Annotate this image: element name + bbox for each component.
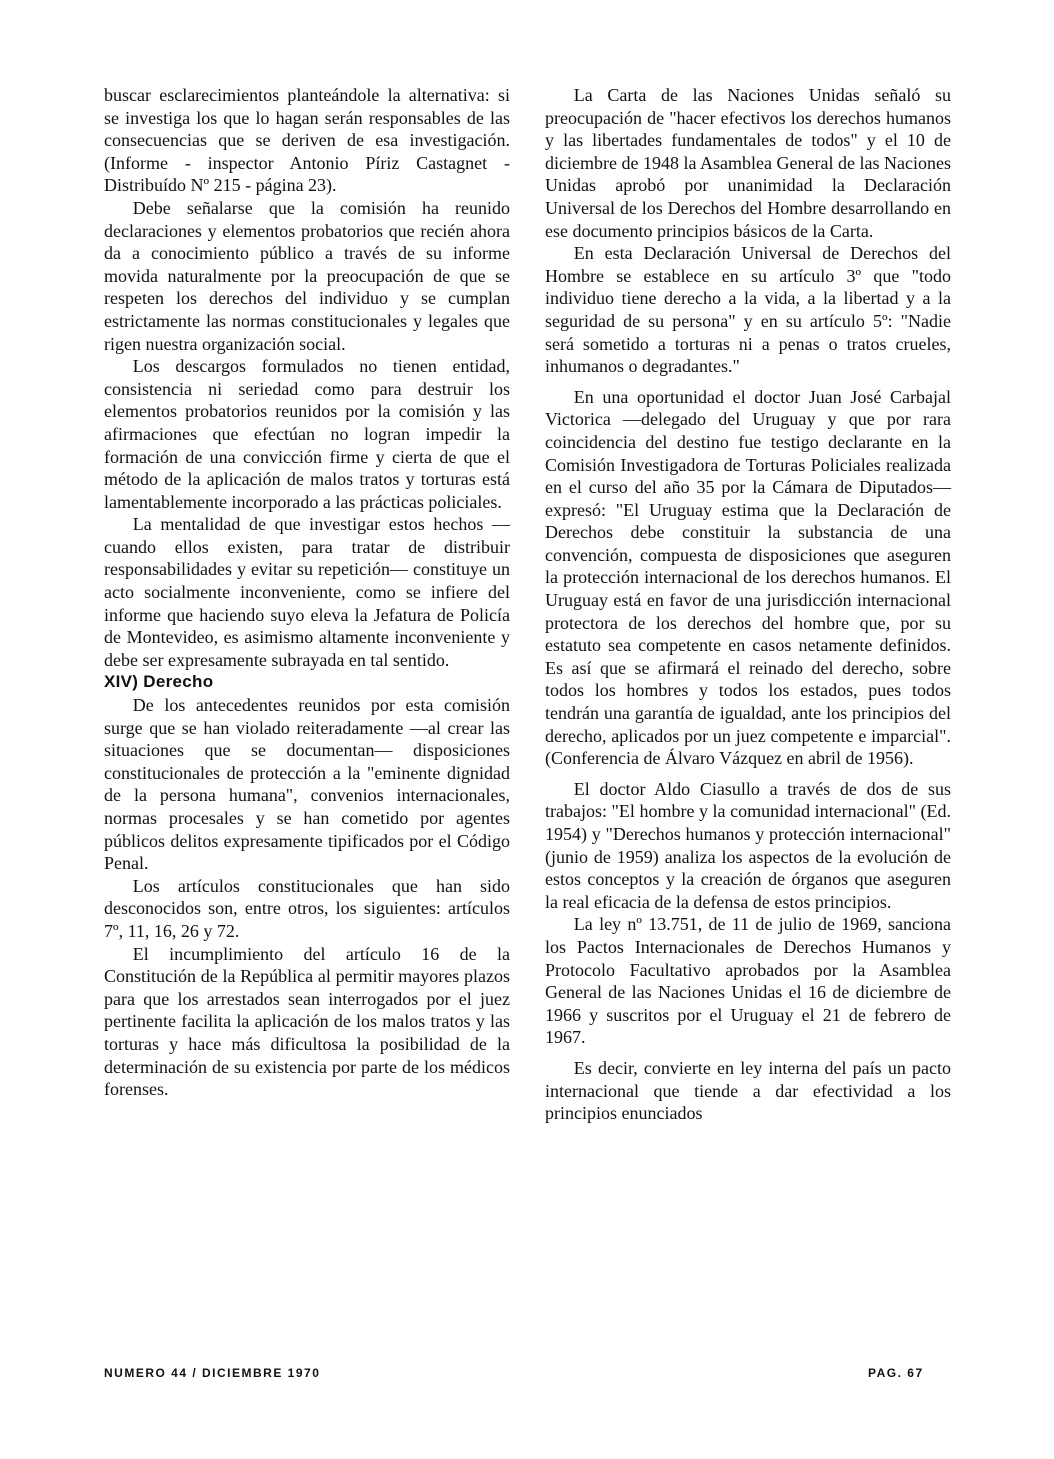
page-number: PAG. 67 [868,1366,924,1380]
right-column [545,84,951,1125]
paragraph: La Carta de las Naciones Unidas señaló su preocupación de "hacer efectivos los derechos humanos y las libertades fundamentales de todos" y el 10 de diciembre de 1948 la Asamblea General de las Naciones Unidas aprobó por unanimidad la Declaración Universal de los Derechos del Hombre desarrollando en ese documento principios básicos de la Carta. [545,85,951,241]
paragraph: Debe señalarse que la comisión ha reunido declaraciones y elementos probatorios que recién ahora da a conocimiento público a través de su informe movida naturalmente por la preocupación de que se respeten los derechos del individuo y se cumplan estrictamente las normas constitucionales y legales que rigen nuestra organización social. [104,197,510,354]
paragraph: buscar esclarecimientos planteándole la alternativa: si se investiga los que lo hagan serán responsables de las consecuencias que se deriven de esa investigación. (Informe - inspector Antonio Píriz Castagnet - Distribuído Nº 215 - página 23). [104,85,510,196]
paragraph: La mentalidad de que investigar estos hechos —cuando ellos existen, para tratar de distribuir responsabilidades y evitar su repetición— constituye un acto socialmente inconveniente, como se infiere del informe que haciendo suyo eleva la Jefatura de Policía de Montevideo, es asimismo altamente inconveniente y debe ser expresamente subrayada en tal sentido. [104,514,510,670]
paragraph: Los artículos constitucionales que han sido desconocidos son, entre otros, los siguientes: artículos 7º, 11, 16, 26 y 72. [104,875,510,941]
paragraph: Es decir, convierte en ley interna del país un pacto internacional que tiende a dar efectividad a los principios enunciados [545,1057,951,1124]
issue-footer: NUMERO 44 / DICIEMBRE 1970 [104,1366,321,1380]
paragraph: La ley nº 13.751, de 11 de julio de 1969, sanciona los Pactos Internacionales de Derechos Humanos y Protocolo Facultativo aprobados por la Asamblea General de las Naciones Unidas el 16 de diciembre de 1966 y suscritos por el Uruguay el 21 de febrero de 1967. [545,914,951,1048]
paragraph: En una oportunidad el doctor Juan José Carbajal Victorica —delegado del Uruguay y que por rara coincidencia del destino fue testigo declarante en la Comisión Investigadora de Torturas Policiales realizada en el curso del año 35 por la Cámara de Diputados— expresó: "El Uruguay estima que la Declaración de Derechos debe constituir la substancia de una convención, compuesta de disposiciones que aseguren la protección internacional de los derechos humanos. El Uruguay está en favor de una jurisdicción internacional protectora de los derechos del hombre que, por su estatuto sea competente en casos netamente definidos. Es así que se afirmará el reinado del derecho, sobre todos los hombres y todos los estados, pues todos tendrán una garantía de igualdad, ante los principios del derecho, aplicados por un juez competente e imparcial". (Conferencia de Álvaro Vázquez en abril de 1956). [545,386,951,769]
paragraph: De los antecedentes reunidos por esta comisión surge que se han violado reiteradamente —al crear las situaciones que se documentan— disposiciones constitucionales de protección a la "eminente dignidad de la persona humana", convenios internacionales, normas procesales y se han cometido por agentes públicos delitos expresamente tipificados por el Código Penal. [104,695,510,874]
left-column [104,84,510,1101]
paragraph: El doctor Aldo Ciasullo a través de dos de sus trabajos: "El hombre y la comunidad internacional" (Ed. 1954) y "Derechos humanos y protección internacional" (junio de 1959) analiza los aspectos de la evolución de estos conceptos y la creación de órganos que aseguren la real eficacia de la defensa de estos principios. [545,778,951,912]
paragraph: Los descargos formulados no tienen entidad, consistencia ni seriedad como para destruir los elementos probatorios reunidos por la comisión y las afirmaciones que efectúan no logran impedir la formación de una convicción firme y cierta de que el método de la aplicación de malos tratos y torturas está lamentablemente incorporado a las prácticas policiales. [104,356,510,512]
paragraph: El incumplimiento del artículo 16 de la Constitución de la República al permitir mayores plazos para que los arrestados sean interrogados por el juez pertinente facilita la aplicación de los malos tratos y las torturas y hace más dificultosa la posibilidad de la determinación de su existencia por parte de los médicos forenses. [104,943,510,1100]
paragraph: En esta Declaración Universal de Derechos del Hombre se establece en su artículo 3º que "todo individuo tiene derecho a la vida, a la libertad y a la seguridad de su persona" y en su artículo 5º: "Nadie será sometido a torturas ni a penas o tratos crueles, inhumanos o degradantes." [545,243,951,377]
section-heading: XIV) Derecho [104,672,214,692]
